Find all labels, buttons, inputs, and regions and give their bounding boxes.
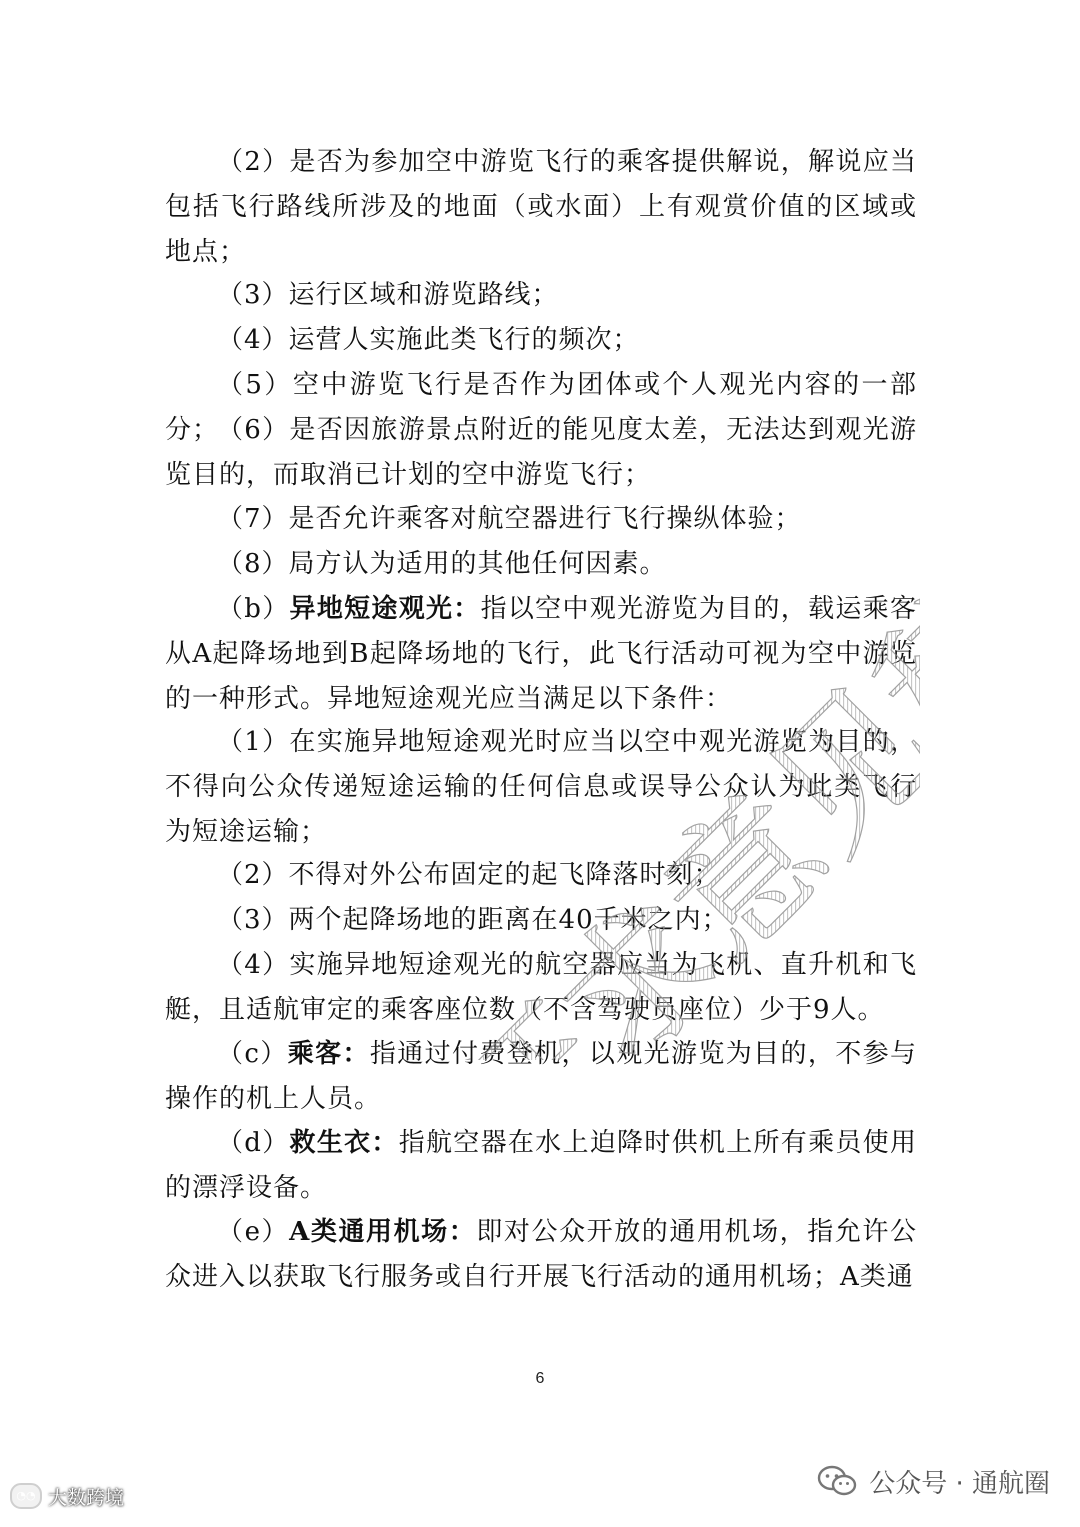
paragraph-prefix: （e） [217, 1217, 290, 1247]
paragraph [165, 497, 917, 542]
paragraph-text: （5）空中游览飞行是否作为团体或个人观光内容的一部分； [165, 370, 917, 445]
paragraph-text: （2）不得对外公布固定的起飞降落时刻； [217, 860, 721, 890]
paragraph-text: 即对公众开放的通用机场，指允许公众进入以获取飞行服务或自行开展飞行活动的通用机场；A类通 [165, 1217, 917, 1292]
dashuju-logo-icon: ◔◔ [10, 1483, 42, 1509]
paragraph-prefix: （b） [217, 594, 290, 624]
paragraph [165, 273, 917, 318]
watermark-text: 征求意见稿 [419, 550, 920, 1060]
paragraph-text: （3）两个起降场地的距离在40千米之内； [217, 905, 729, 935]
paragraph-text: 指通过付费登机，以观光游览为目的，不参与操作的机上人员。 [165, 1039, 917, 1114]
paragraph-prefix: （d） [217, 1128, 290, 1158]
defined-term: 乘客： [287, 1039, 370, 1069]
defined-term: 异地短途观光： [289, 594, 481, 624]
paragraph-text: （2）是否为参加空中游览飞行的乘客提供解说，解说应当包括飞行路线所涉及的地面（或水面）上有观赏价值的区域或地点； [165, 147, 917, 267]
paragraph [165, 1121, 917, 1211]
wechat-icon [817, 1464, 857, 1498]
paragraph [165, 1210, 917, 1300]
paragraph [165, 1032, 917, 1122]
paragraph-text: （1）在实施异地短途观光时应当以空中观光游览为目的，不得向公众传递短途运输的任何信息或误导公众认为此类飞行为短途运输； [165, 727, 917, 847]
page-number: 6 [535, 1370, 545, 1387]
footer-account[interactable] [817, 1458, 1050, 1504]
paragraph-text: 指以空中观光游览为目的，载运乘客从A起降场地到B起降场地的飞行，此飞行活动可视为空中游览的一种形式。异地短途观光应当满足以下条件： [165, 594, 917, 714]
paragraph [165, 140, 917, 275]
footer-source [10, 1478, 124, 1514]
paragraph-text: （3）运行区域和游览路线； [217, 280, 559, 310]
paragraph [165, 318, 917, 363]
paragraph [165, 720, 917, 855]
paragraph [165, 587, 917, 722]
paragraph [165, 408, 917, 498]
paragraph [165, 898, 917, 943]
paragraph-text: （4）实施异地短途观光的航空器应当为飞机、直升机和飞艇，且适航审定的乘客座位数（不含驾驶员座位）少于9人。 [165, 950, 917, 1025]
paragraph-text: （4）运营人实施此类飞行的频次； [217, 325, 640, 355]
paragraph [165, 542, 917, 587]
defined-term: A类通用机场： [289, 1217, 477, 1247]
paragraph-prefix: （c） [217, 1039, 288, 1069]
paragraph [165, 943, 917, 1033]
paragraph-text: （7）是否允许乘客对航空器进行飞行操纵体验； [217, 504, 802, 534]
paragraph-text: 指航空器在水上迫降时供机上所有乘员使用的漂浮设备。 [165, 1128, 917, 1203]
paragraph [165, 853, 917, 898]
paragraph-text: （6）是否因旅游景点附近的能见度太差，无法达到观光游览目的，而取消已计划的空中游览飞行； [165, 415, 917, 490]
footer-left-text: 大数跨境 [48, 1486, 125, 1509]
footer-right-text: 公众号 · 通航圈 [869, 1468, 1050, 1499]
defined-term: 救生衣： [289, 1128, 399, 1158]
paragraph-text: （8）局方认为适用的其他任何因素。 [217, 549, 667, 579]
